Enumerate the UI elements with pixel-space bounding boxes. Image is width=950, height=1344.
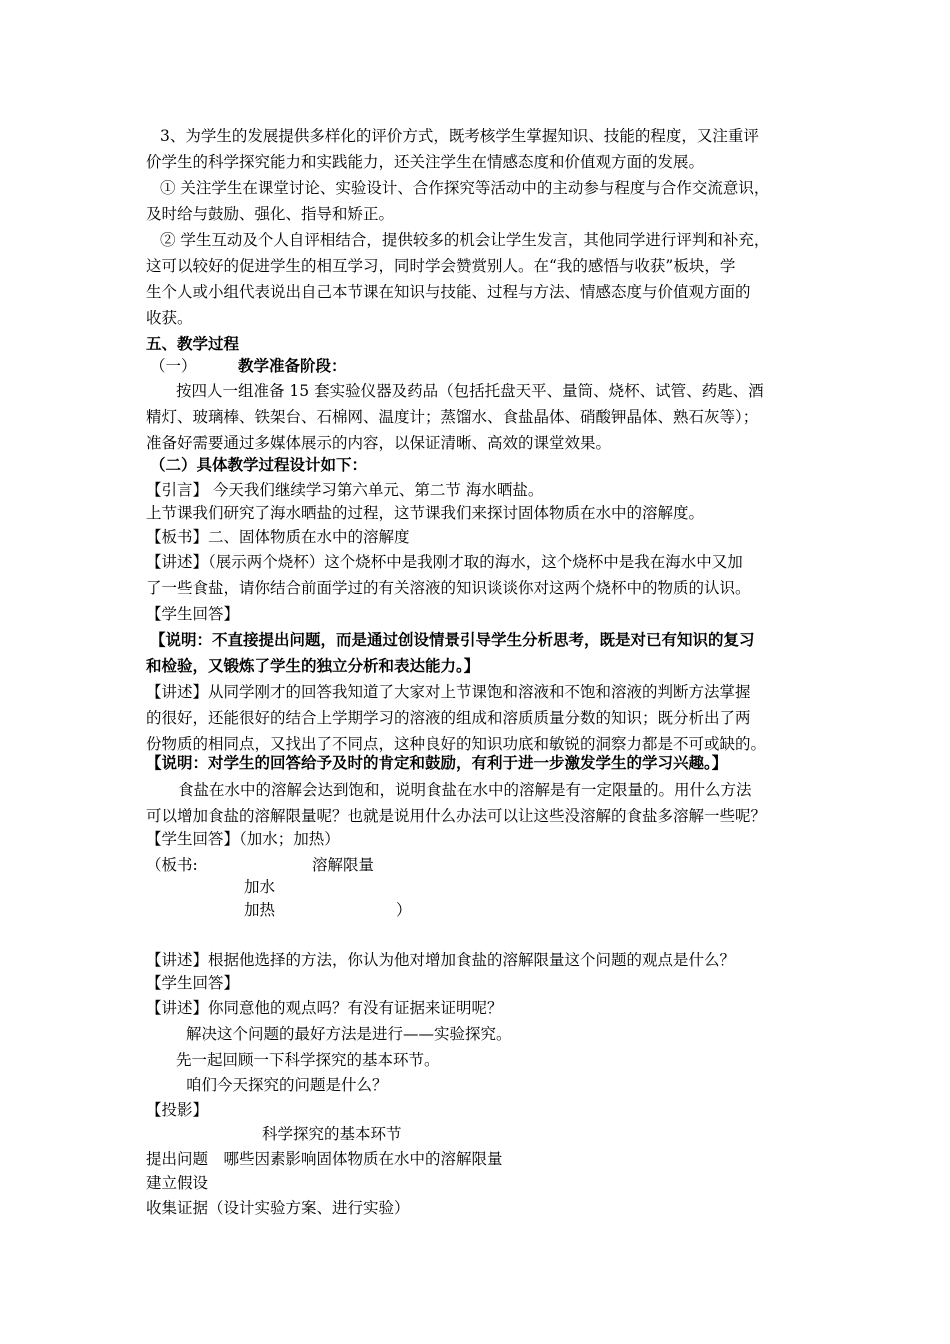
board-open: （板书:	[146, 856, 198, 874]
board-item: 加热	[244, 901, 276, 919]
paragraph-line: 了一些食盐，请你结合前面学过的有关溶液的知识谈谈你对这两个烧杯中的物质的认识。	[146, 579, 751, 597]
note-line: 【说明：对学生的回答给予及时的肯定和鼓励，有利于进一步激发学生的学习兴趣。】	[146, 753, 728, 772]
section-heading: 五、教学过程	[146, 334, 240, 353]
paragraph-line: 【讲述】（展示两个烧杯）这个烧杯中是我刚才取的海水，这个烧杯中是我在海水中又加	[146, 553, 743, 571]
step-line: 收集证据（设计实验方案、进行实验）	[146, 1199, 410, 1217]
paragraph-line: 生个人或小组代表说出自己本节课在知识与技能、过程与方法、情感态度与价值观方面的	[146, 283, 751, 301]
paragraph-line: 【板书】二、固体物质在水中的溶解度	[146, 528, 410, 546]
subsection-title: （二）具体教学过程设计如下：	[150, 455, 368, 474]
paragraph-line: 解决这个问题的最好方法是进行——实验探究。	[186, 1025, 512, 1043]
paragraph-line: 【学生回答】	[146, 605, 240, 623]
note-line: 和检验，又锻炼了学生的独立分析和表达能力。】	[146, 656, 480, 675]
step-line: 提出问题 哪些因素影响固体物质在水中的溶解限量	[146, 1150, 503, 1168]
board-title: 溶解限量	[312, 856, 375, 874]
paragraph-line: 及时给与鼓励、强化、指导和矫正。	[146, 205, 395, 223]
paragraph-line: 收获。	[146, 309, 193, 327]
paragraph-line: 先一起回顾一下科学探究的基本环节。	[176, 1051, 440, 1069]
paragraph-line: 上节课我们研究了海水晒盐的过程，这节课我们来探讨固体物质在水中的溶解度。	[146, 504, 705, 522]
paragraph-line: 【学生回答】	[146, 974, 240, 992]
paragraph-line: ① 关注学生在课堂讨论、实验设计、合作探究等活动中的主动参与程度与合作交流意识，	[160, 179, 770, 197]
subsection-title: 教学准备阶段：	[238, 356, 347, 375]
paragraph-line: 【讲述】从同学刚才的回答我知道了大家对上节课饱和溶液和不饱和溶液的判断方法掌握	[146, 683, 751, 701]
paragraph-line: 食盐在水中的溶解会达到饱和，说明食盐在水中的溶解是有一定限量的。用什么方法	[178, 781, 752, 799]
paragraph-line: 可以增加食盐的溶解限量呢？也就是说用什么办法可以让这些没溶解的食盐多溶解一些呢？	[146, 807, 767, 825]
step-line: 建立假设	[146, 1174, 209, 1192]
paragraph-line: 【学生回答】（加水；加热）	[146, 830, 340, 848]
paragraph-line: 准备好需要通过多媒体展示的内容，以保证清晰、高效的课堂效果。	[146, 434, 612, 452]
paragraph-line: 3、为学生的发展提供多样化的评价方式，既考核学生掌握知识、技能的程度，又注重评	[160, 127, 759, 145]
board-item: 加水	[244, 878, 276, 896]
paragraph-line: 咱们今天探究的问题是什么？	[186, 1076, 388, 1094]
paragraph-line: 的很好，还能很好的结合上学期学习的溶液的组成和溶质质量分数的知识；既分析出了两	[146, 709, 751, 727]
subsection-number: （一）	[150, 357, 197, 375]
paragraph-line: 【投影】	[146, 1101, 209, 1119]
note-line: 【说明：不直接提出问题，而是通过创设情景引导学生分析思考，既是对已有知识的复习	[150, 630, 755, 649]
paragraph-line: 份物质的相同点，又找出了不同点，这种良好的知识功底和敏锐的洞察力都是不可或缺的。	[146, 735, 767, 753]
paragraph-line: 按四人一组准备 15 套实验仪器及药品（包括托盘天平、量筒、烧杯、试管、药匙、酒	[176, 382, 764, 400]
paragraph-line: 【引言】 今天我们继续学习第六单元、第二节 海水晒盐。	[146, 481, 544, 499]
paragraph-line: 【讲述】根据他选择的方法，你认为他对增加食盐的溶解限量这个问题的观点是什么？	[146, 951, 736, 969]
projection-title: 科学探究的基本环节	[262, 1125, 402, 1143]
board-close: ）	[396, 901, 412, 919]
paragraph-line: 【讲述】你同意他的观点吗？有没有证据来证明呢？	[146, 999, 503, 1017]
paragraph-line: 精灯、玻璃棒、铁架台、石棉网、温度计；蒸馏水、食盐晶体、硝酸钾晶体、熟石灰等）；	[146, 408, 759, 426]
paragraph-line: 这可以较好的促进学生的相互学习，同时学会赞赏别人。在“我的感悟与收获”板块，学	[146, 257, 736, 275]
paragraph-line: 价学生的科学探究能力和实践能力，还关注学生在情感态度和价值观方面的发展。	[146, 153, 705, 171]
paragraph-line: ② 学生互动及个人自评相结合，提供较多的机会让学生发言，其他同学进行评判和补充，	[160, 231, 770, 249]
